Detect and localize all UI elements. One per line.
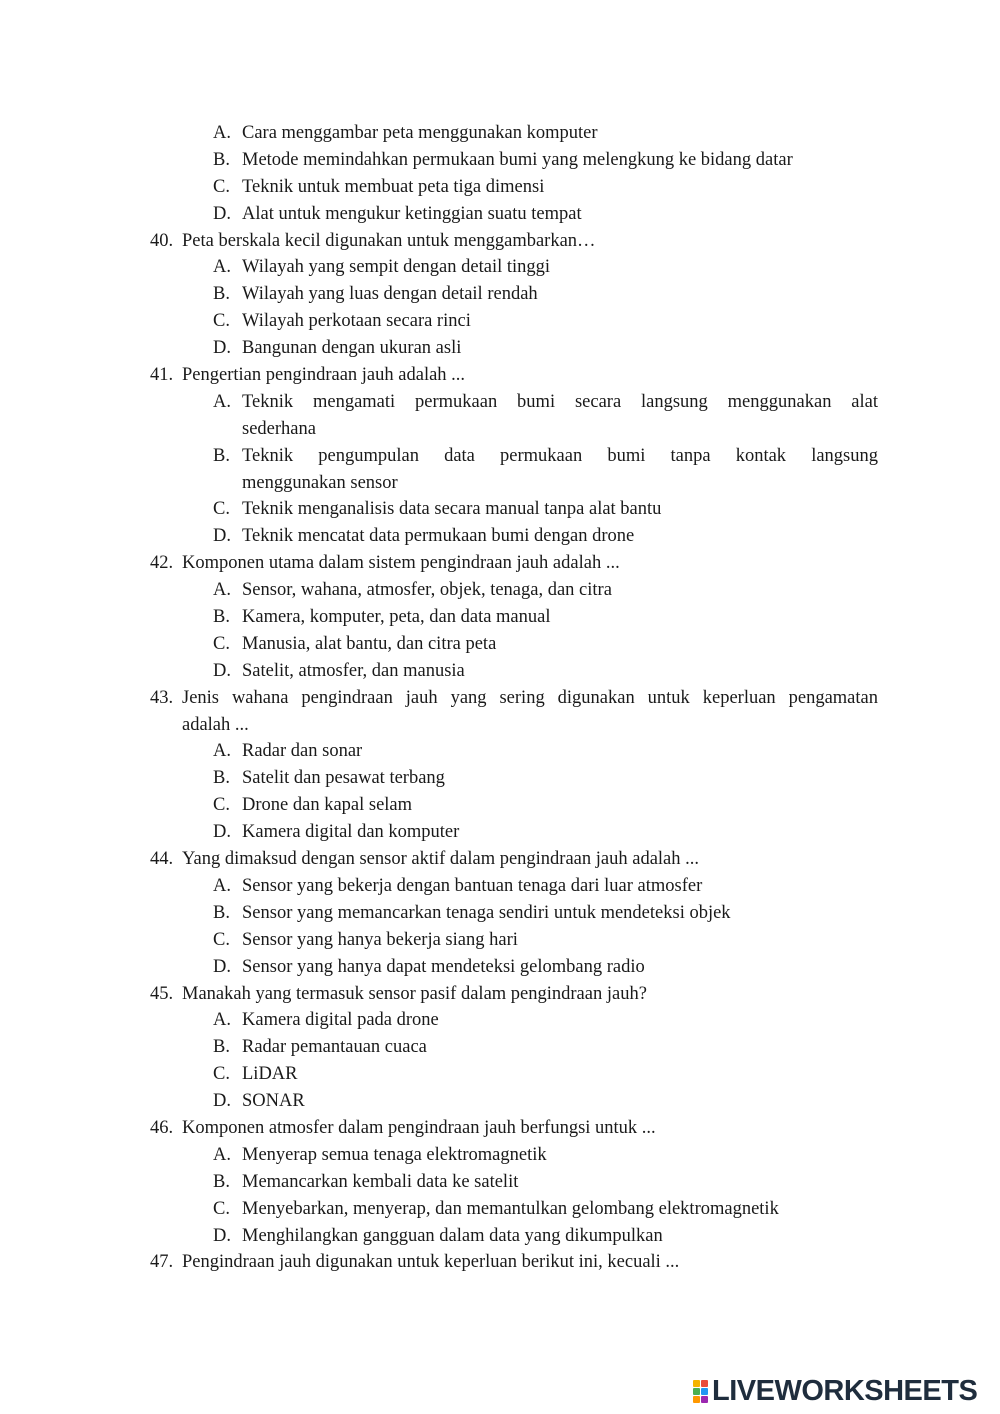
option-row — [0, 658, 1000, 685]
question-number: 47. — [150, 1252, 174, 1273]
question-text: adalah ... — [182, 714, 249, 735]
logo-square — [701, 1388, 708, 1395]
question-row — [0, 846, 1000, 873]
option-letter: B. — [213, 284, 230, 305]
option-text: Kamera, komputer, peta, dan data manual — [242, 607, 551, 628]
question-number: 46. — [150, 1117, 174, 1138]
question-number: 42. — [150, 553, 174, 574]
question-number: 44. — [150, 849, 174, 870]
option-row — [0, 201, 1000, 228]
option-letter: D. — [213, 822, 231, 843]
option-text: Kamera digital pada drone — [242, 1010, 439, 1031]
option-letter: B. — [213, 768, 230, 789]
option-letter: C. — [213, 1064, 230, 1085]
question-row — [0, 981, 1000, 1008]
option-row — [0, 147, 1000, 174]
option-letter: B. — [213, 1171, 230, 1192]
option-row — [0, 523, 1000, 550]
option-row — [0, 1034, 1000, 1061]
question-row — [0, 550, 1000, 577]
question-row — [0, 228, 1000, 255]
option-letter: A. — [213, 875, 231, 896]
question-row — [0, 685, 1000, 712]
option-letter: A. — [213, 1010, 231, 1031]
logo-mark-icon — [693, 1380, 708, 1403]
option-letter: A. — [213, 1144, 231, 1165]
option-text: Metode memindahkan permukaan bumi yang melengkung ke bidang datar — [242, 149, 793, 170]
option-row — [0, 577, 1000, 604]
question-text: Komponen utama dalam sistem pengindraan jauh adalah ... — [182, 553, 620, 574]
option-row-continued — [0, 470, 1000, 497]
option-row — [0, 738, 1000, 765]
question-number: 43. — [150, 687, 174, 708]
option-row-continued — [0, 416, 1000, 443]
option-row — [0, 604, 1000, 631]
worksheet-page — [0, 120, 1000, 1276]
question-number: 40. — [150, 230, 174, 251]
option-letter: A. — [213, 580, 231, 601]
question-number: 45. — [150, 983, 174, 1004]
logo-square — [701, 1380, 708, 1387]
option-text: Alat untuk mengukur ketinggian suatu tempat — [242, 203, 582, 224]
option-row — [0, 765, 1000, 792]
option-text: Wilayah perkotaan secara rinci — [242, 311, 471, 332]
option-letter: A. — [213, 257, 231, 278]
logo-square — [693, 1396, 700, 1403]
option-letter: D. — [213, 1091, 231, 1112]
option-text: Teknik pengumpulan data permukaan bumi tanpa kontak langsung — [242, 445, 878, 466]
option-text: Teknik mengamati permukaan bumi secara langsung menggunakan alat — [242, 391, 878, 412]
option-row — [0, 335, 1000, 362]
option-text: Teknik mencatat data permukaan bumi dengan drone — [242, 526, 635, 547]
option-letter: A. — [213, 123, 231, 143]
option-text: Manusia, alat bantu, dan citra peta — [242, 633, 497, 654]
option-row — [0, 900, 1000, 927]
option-letter: C. — [213, 1198, 230, 1219]
option-row — [0, 1088, 1000, 1115]
option-text: Menyebarkan, menyerap, dan memantulkan gelombang elektromagnetik — [242, 1198, 779, 1219]
option-row — [0, 1007, 1000, 1034]
option-row — [0, 389, 1000, 416]
option-text: Cara menggambar peta menggunakan komputer — [242, 123, 598, 143]
option-letter: D. — [213, 1225, 231, 1246]
option-text: Menyerap semua tenaga elektromagnetik — [242, 1144, 547, 1165]
question-row — [0, 362, 1000, 389]
option-text: Satelit, atmosfer, dan manusia — [242, 660, 465, 681]
logo-square — [701, 1396, 708, 1403]
option-text: Radar dan sonar — [242, 741, 363, 762]
option-text: SONAR — [242, 1091, 305, 1112]
option-text: Wilayah yang luas dengan detail rendah — [242, 284, 538, 305]
option-text: Sensor, wahana, atmosfer, objek, tenaga, dan citra — [242, 580, 612, 601]
logo-square — [693, 1380, 700, 1387]
question-text: Peta berskala kecil digunakan untuk menggambarkan… — [182, 230, 596, 251]
option-letter: B. — [213, 607, 230, 628]
option-row — [0, 254, 1000, 281]
option-letter: D. — [213, 660, 231, 681]
option-row — [0, 443, 1000, 470]
option-letter: C. — [213, 499, 230, 520]
option-letter: B. — [213, 902, 230, 923]
liveworksheets-logo — [693, 1376, 977, 1406]
option-text: Teknik untuk membuat peta tiga dimensi — [242, 176, 545, 197]
question-row — [0, 1115, 1000, 1142]
option-text: LiDAR — [242, 1064, 298, 1085]
question-text: Komponen atmosfer dalam pengindraan jauh berfungsi untuk ... — [182, 1117, 656, 1138]
option-letter: C. — [213, 795, 230, 816]
option-letter: D. — [213, 956, 231, 977]
option-text: Kamera digital dan komputer — [242, 822, 460, 843]
option-row — [0, 308, 1000, 335]
question-row — [0, 1249, 1000, 1276]
option-text: sederhana — [242, 418, 316, 439]
option-row — [0, 927, 1000, 954]
option-letter: C. — [213, 311, 230, 332]
option-letter: B. — [213, 445, 230, 466]
question-number: 41. — [150, 365, 174, 386]
question-row-continued — [0, 712, 1000, 739]
option-row — [0, 1169, 1000, 1196]
option-text: Sensor yang hanya dapat mendeteksi gelombang radio — [242, 956, 645, 977]
question-text: Manakah yang termasuk sensor pasif dalam pengindraan jauh? — [182, 983, 647, 1004]
option-text: Sensor yang memancarkan tenaga sendiri untuk mendeteksi objek — [242, 902, 731, 923]
question-text: Jenis wahana pengindraan jauh yang sering digunakan untuk keperluan pengamatan — [182, 687, 878, 708]
option-text: Sensor yang bekerja dengan bantuan tenaga dari luar atmosfer — [242, 875, 703, 896]
option-row — [0, 281, 1000, 308]
option-row — [0, 873, 1000, 900]
option-row — [0, 174, 1000, 201]
option-row — [0, 120, 1000, 147]
option-letter: B. — [213, 1037, 230, 1058]
option-letter: C. — [213, 176, 230, 197]
option-text: Satelit dan pesawat terbang — [242, 768, 445, 789]
option-text: menggunakan sensor — [242, 472, 398, 493]
option-letter: A. — [213, 741, 231, 762]
option-letter: B. — [213, 149, 230, 170]
option-row — [0, 1142, 1000, 1169]
option-row — [0, 819, 1000, 846]
option-letter: C. — [213, 633, 230, 654]
option-letter: D. — [213, 203, 231, 224]
option-text: Wilayah yang sempit dengan detail tinggi — [242, 257, 551, 278]
logo-text: LIVEWORKSHEETS — [712, 1374, 978, 1407]
option-row — [0, 792, 1000, 819]
option-text: Radar pemantauan cuaca — [242, 1037, 427, 1058]
question-text: Yang dimaksud dengan sensor aktif dalam pengindraan jauh adalah ... — [182, 849, 700, 870]
option-row — [0, 1196, 1000, 1223]
option-row — [0, 1223, 1000, 1250]
option-row — [0, 496, 1000, 523]
logo-square — [693, 1388, 700, 1395]
option-row — [0, 1061, 1000, 1088]
question-text: Pengertian pengindraan jauh adalah ... — [182, 365, 466, 386]
option-letter: D. — [213, 526, 231, 547]
option-row — [0, 631, 1000, 658]
option-text: Menghilangkan gangguan dalam data yang dikumpulkan — [242, 1225, 663, 1246]
option-text: Drone dan kapal selam — [242, 795, 413, 816]
option-letter: D. — [213, 338, 231, 359]
option-text: Memancarkan kembali data ke satelit — [242, 1171, 519, 1192]
option-text: Bangunan dengan ukuran asli — [242, 338, 462, 359]
option-letter: C. — [213, 929, 230, 950]
option-text: Teknik menganalisis data secara manual tanpa alat bantu — [242, 499, 662, 520]
question-text: Pengindraan jauh digunakan untuk keperluan berikut ini, kecuali ... — [182, 1252, 680, 1273]
option-text: Sensor yang hanya bekerja siang hari — [242, 929, 518, 950]
option-letter: A. — [213, 391, 231, 412]
option-row — [0, 954, 1000, 981]
